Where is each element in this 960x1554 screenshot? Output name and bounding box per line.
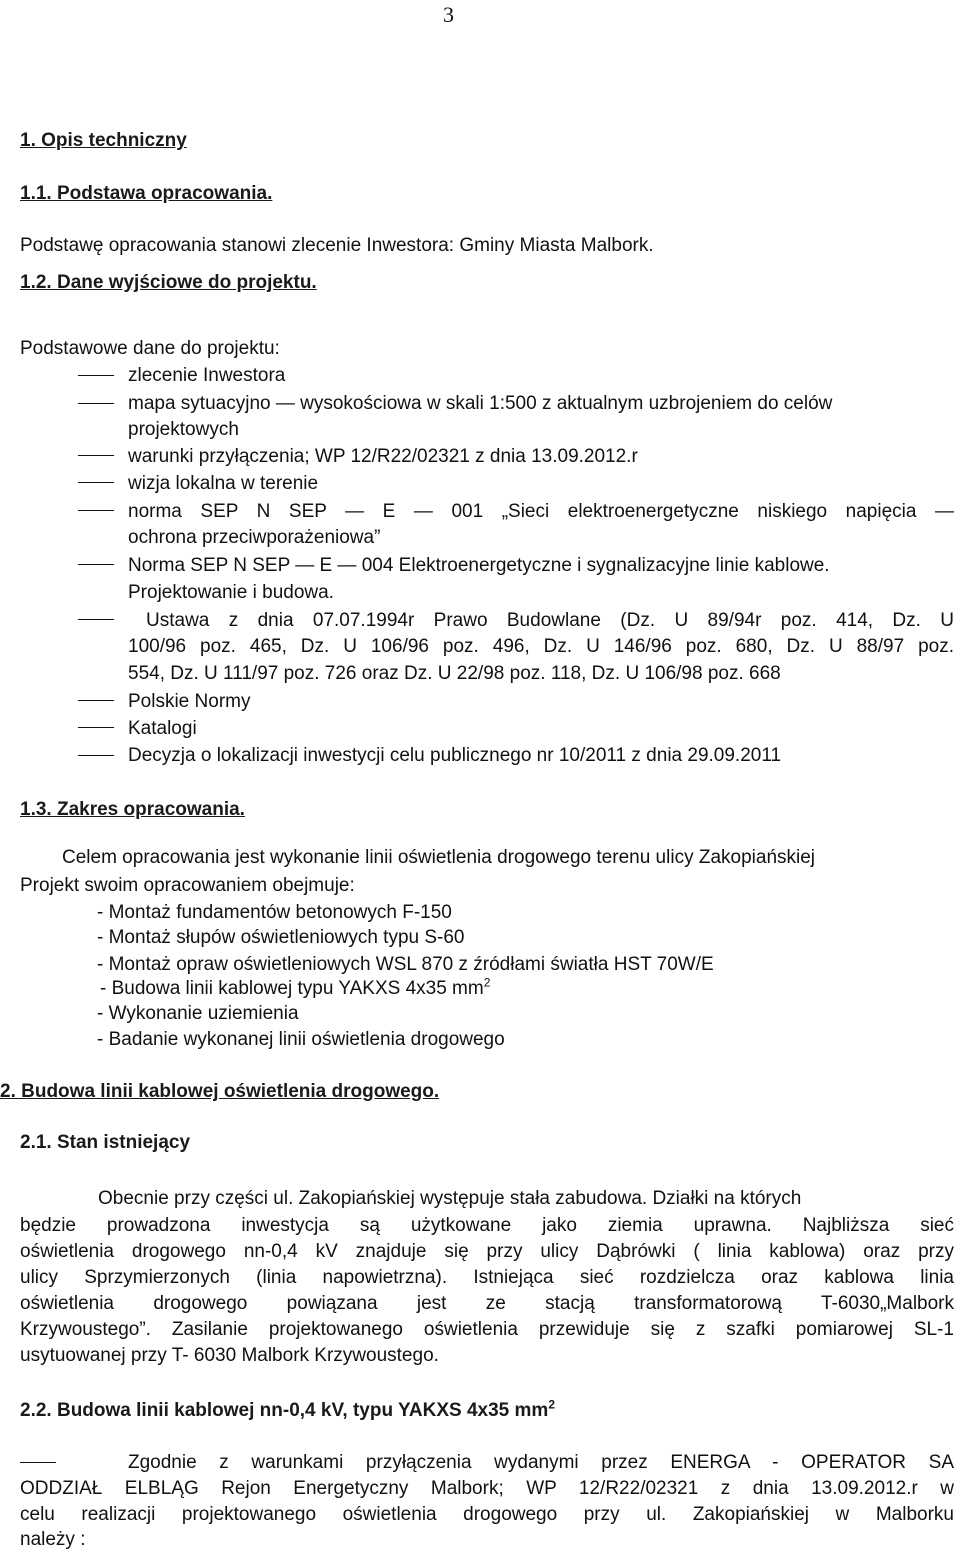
paragraph-line: należy :: [20, 1529, 86, 1550]
list-item: Katalogi: [128, 718, 197, 739]
list-item: Decyzja o lokalizacji inwestycji celu publicznego nr 10/2011 z dnia 29.09.2011: [128, 745, 782, 766]
list-item: mapa sytuacyjno — wysokościowa w skali 1:500 z aktualnym uzbrojeniem do celów: [128, 393, 833, 414]
scope-item: - Montaż słupów oświetleniowych typu S-60: [97, 927, 465, 948]
list-dash: [78, 564, 114, 565]
list-item-continuation: projektowych: [128, 419, 239, 440]
list-item: wizja lokalna w terenie: [128, 473, 319, 494]
list-dash: [78, 755, 114, 756]
list-dash: [78, 619, 114, 620]
scope-item-text: - Budowa linii kablowej typu YAKXS 4x35 mm: [100, 978, 484, 999]
list-dash: [78, 727, 114, 728]
list-item: warunki przyłączenia; WP 12/R22/02321 z dnia 13.09.2012.r: [128, 446, 638, 467]
page-number: 3: [443, 2, 454, 27]
section-2-1-heading: 2.1. Stan istniejący: [20, 1132, 191, 1153]
section-1-3-paragraph: Celem opracowania jest wykonanie linii oświetlenia drogowego terenu ulicy Zakopiańskiej: [62, 847, 816, 868]
list-item: norma SEP N SEP — E — 001 „Sieci elektroenergetyczne niskiego napięcia —: [128, 501, 954, 522]
list-item-continuation: Projektowanie i budowa.: [128, 582, 334, 603]
paragraph-line: oświetlenia drogowego nn-0,4 kV znajduje się przy ulicy Dąbrówki ( linia kablowa) oraz przy: [20, 1241, 954, 1262]
section-1-heading: 1. Opis techniczny: [20, 130, 187, 151]
scope-item: - Wykonanie uziemienia: [97, 1003, 299, 1024]
list-item-continuation: 554, Dz. U 111/97 poz. 726 oraz Dz. U 22/98 poz. 118, Dz. U 106/98 poz. 668: [128, 663, 781, 684]
section-2-2-heading: [20, 1397, 556, 1421]
list-dash: [78, 510, 114, 511]
list-item-continuation: 100/96 poz. 465, Dz. U 106/96 poz. 496, Dz. U 146/96 poz. 680, Dz. U 88/97 poz.: [128, 636, 954, 657]
section-1-1-heading-text: 1.1. Podstawa opracowania.: [20, 183, 273, 204]
list-dash: [20, 1462, 56, 1463]
list-dash: [78, 455, 114, 456]
section-1-1-text: Podstawę opracowania stanowi zlecenie Inwestora: Gminy Miasta Malbork.: [20, 235, 654, 256]
section-1-3-paragraph: Projekt swoim opracowaniem obejmuje:: [20, 875, 355, 896]
superscript: 2: [483, 975, 491, 990]
paragraph-line: ulicy Sprzymierzonych (linia napowietrzna). Istniejąca sieć rozdzielcza oraz kablowa linia: [20, 1267, 954, 1288]
paragraph-line: usytuowanej przy T- 6030 Malbork Krzywoustego.: [20, 1345, 439, 1366]
section-1-2-heading: 1.2. Dane wyjściowe do projektu.: [20, 272, 317, 293]
scope-item: - Montaż fundamentów betonowych F-150: [97, 902, 452, 923]
paragraph-line: Krzywoustego”. Zasilanie projektowanego oświetlenia przewiduje się z szafki pomiarowej SL-1: [20, 1319, 954, 1340]
paragraph-line: Obecnie przy części ul. Zakopiańskiej występuje stała zabudowa. Działki na których: [98, 1188, 802, 1209]
paragraph-line: Zgodnie z warunkami przyłączenia wydanymi przez ENERGA - OPERATOR SA: [128, 1452, 954, 1473]
scope-item: - Montaż opraw oświetleniowych WSL 870 z źródłami światła HST 70W/E: [97, 954, 714, 975]
list-item: Norma SEP N SEP — E — 004 Elektroenergetyczne i sygnalizacyjne linie kablowe.: [128, 555, 830, 576]
list-item-continuation: ochrona przeciwporażeniowa”: [128, 527, 381, 548]
list-item: Ustawa z dnia 07.07.1994r Prawo Budowlane (Dz. U 89/94r poz. 414, Dz. U: [146, 610, 954, 631]
paragraph-line: ODDZIAŁ ELBLĄG Rejon Energetyczny Malbork; WP 12/R22/02321 z dnia 13.09.2012.r w: [20, 1478, 954, 1499]
scope-item: - Badanie wykonanej linii oświetlenia drogowego: [97, 1029, 505, 1050]
list-item: zlecenie Inwestora: [128, 365, 286, 386]
paragraph-line: oświetlenia drogowego powiązana jest ze stacją transformatorową T-6030„Malbork: [20, 1293, 954, 1314]
list-dash: [78, 482, 114, 483]
superscript: 2: [548, 1397, 556, 1412]
list-dash: [78, 375, 114, 376]
list-item: Polskie Normy: [128, 691, 251, 712]
section-1-3-heading: 1.3. Zakres opracowania.: [20, 799, 245, 820]
scope-item: [100, 975, 491, 999]
section-1-1-heading: [20, 184, 272, 203]
section-2-2-heading-text: 2.2. Budowa linii kablowej nn-0,4 kV, typu YAKXS 4x35 mm: [20, 1400, 549, 1421]
paragraph-line: będzie prowadzona inwestycja są użytkowane jako ziemia uprawna. Najbliższa sieć: [20, 1215, 954, 1236]
list-dash: [78, 700, 114, 701]
section-2-heading: 2. Budowa linii kablowej oświetlenia drogowego.: [0, 1081, 440, 1102]
list-dash: [78, 403, 114, 404]
section-1-2-intro: Podstawowe dane do projektu:: [20, 338, 280, 359]
paragraph-line: celu realizacji projektowanego oświetlenia drogowego przy ul. Zakopiańskiej w Malborku: [20, 1504, 954, 1525]
